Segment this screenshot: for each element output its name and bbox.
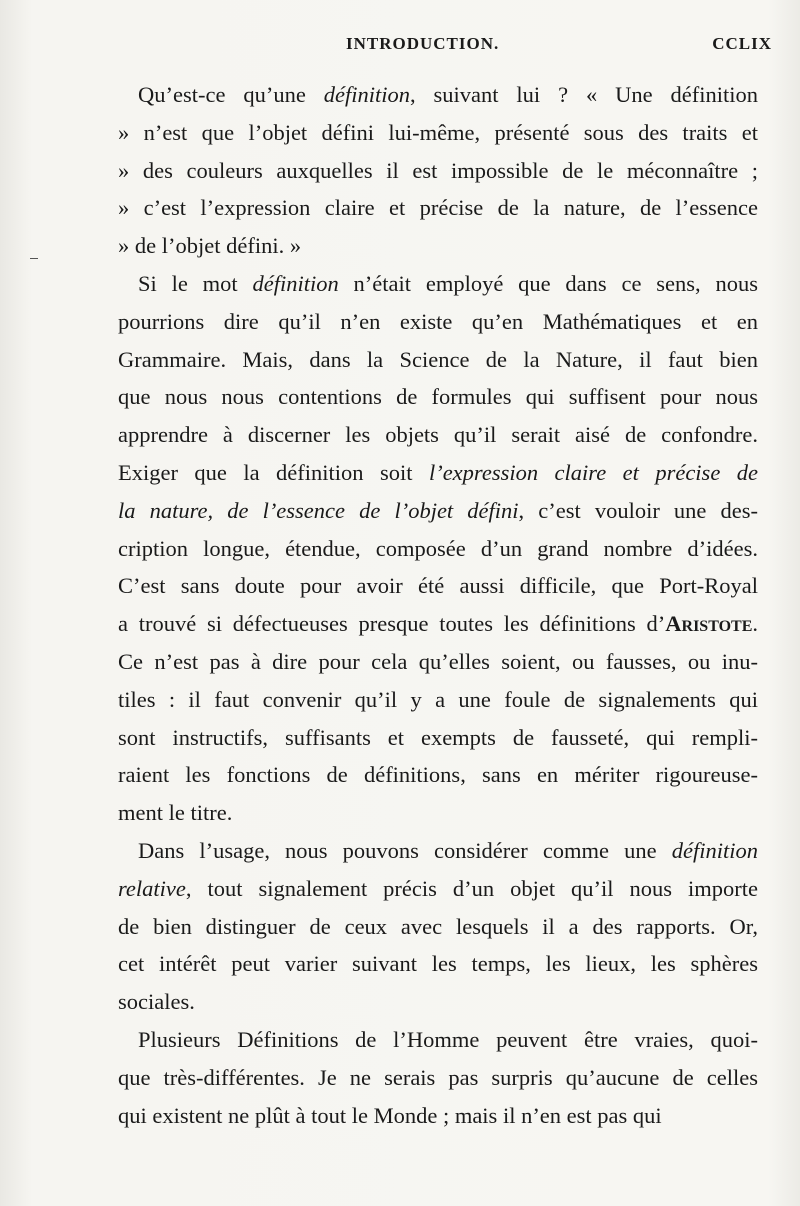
text-line: [98, 189, 758, 227]
text-line: [98, 454, 758, 492]
text-line: [98, 303, 758, 341]
text-line: [98, 605, 758, 643]
italic-run: l’expression claire et précise de: [428, 459, 758, 485]
paragraph: [98, 265, 758, 832]
text-line: [98, 114, 758, 152]
text-line: [98, 416, 758, 454]
text-run: C’est sans doute pour avoir été aussi difficile, que Port-Royal: [118, 573, 758, 599]
text-run: qui existent ne plût à tout le Monde ; mais il n’en est pas qui: [118, 1102, 662, 1128]
text-run: .: [752, 611, 758, 637]
text-line: [98, 719, 758, 757]
text-line: [98, 681, 758, 719]
text-run: apprendre à discerner les objets qu’il serait aisé de confondre.: [118, 422, 758, 448]
text-run: ment le titre.: [118, 800, 233, 826]
text-run: pourrions dire qu’il n’en existe qu’en Mathématiques et en: [118, 308, 758, 334]
text-run: cription longue, étendue, composée d’un grand nombre d’idées.: [118, 535, 758, 561]
text-line: [98, 530, 758, 568]
text-line: [98, 378, 758, 416]
text-run: » de l’objet défini. »: [118, 233, 302, 259]
text-run: , suivant lui ? « Une définition: [410, 82, 758, 107]
text-run: n’était employé que dans ce sens, nous: [338, 270, 758, 296]
text-run: » n’est que l’objet défini lui-même, présenté sous des traits et: [118, 119, 758, 145]
text-run: Plusieurs Définitions de l’Homme peuvent être vraies, quoi-: [138, 1026, 758, 1052]
paragraph: [98, 1021, 758, 1134]
text-run: Si le mot: [138, 270, 253, 296]
text-run: , tout signalement précis d’un objet qu’il nous importe: [185, 875, 758, 901]
text-run: Qu’est-ce qu’une: [138, 82, 324, 107]
page-header: [0, 34, 800, 58]
text-line: [98, 227, 758, 265]
italic-run: définition: [671, 837, 758, 863]
text-run: a trouvé si défectueuses presque toutes les définitions d’: [118, 611, 666, 637]
paragraph: [98, 832, 758, 1021]
text-line: [98, 567, 758, 605]
text-run: que nous nous contentions de formules qui suffisent pour nous: [118, 384, 758, 410]
margin-mark: [30, 258, 38, 259]
text-run: Dans l’usage, nous pouvons considérer comme une: [138, 837, 672, 863]
text-run: cet intérêt peut varier suivant les temps, les lieux, les sphères: [118, 951, 758, 977]
text-run: sociales.: [118, 989, 195, 1015]
text-line: [98, 832, 758, 870]
small-caps-name: Aristote: [665, 611, 753, 637]
text-run: , c’est vouloir une des-: [518, 497, 758, 523]
text-run: sont instructifs, suffisants et exempts de fausseté, qui rempli-: [118, 724, 758, 750]
text-line: [98, 756, 758, 794]
text-run: raient les fonctions de définitions, sans en mériter rigoureuse-: [118, 762, 758, 788]
italic-run: relative: [118, 875, 186, 901]
text-line: [98, 341, 758, 379]
page-number: CCLIX: [712, 34, 772, 53]
text-line: [98, 908, 758, 946]
text-line: [98, 265, 758, 303]
italic-run: définition: [252, 270, 339, 296]
text-line: [98, 152, 758, 190]
text-run: Exiger que la définition soit: [118, 459, 429, 485]
text-line: [98, 643, 758, 681]
text-run: Grammaire. Mais, dans la Science de la Nature, il faut bien: [118, 346, 758, 372]
paragraph: [98, 76, 758, 265]
text-run: » c’est l’expression claire et précise de la nature, de l’essence: [118, 195, 758, 221]
text-line: [98, 1059, 758, 1097]
text-run: de bien distinguer de ceux avec lesquels il a des rapports. Or,: [118, 913, 758, 939]
body-text: [98, 76, 758, 1134]
text-line: [98, 870, 758, 908]
text-line: [98, 983, 758, 1021]
text-run: » des couleurs auxquelles il est impossible de le méconnaître ;: [118, 157, 758, 183]
text-run: tiles : il faut convenir qu’il y a une foule de signalements qui: [118, 686, 758, 712]
text-line: [98, 1021, 758, 1059]
text-line: [98, 492, 758, 530]
italic-run: définition: [323, 82, 410, 107]
text-line: [98, 76, 758, 114]
text-run: que très-différentes. Je ne serais pas surpris qu’aucune de celles: [118, 1064, 758, 1090]
text-line: [98, 1097, 758, 1135]
text-run: Ce n’est pas à dire pour cela qu’elles soient, ou fausses, ou inu-: [118, 648, 758, 674]
italic-run: la nature, de l’essence de l’objet défini: [118, 497, 519, 523]
text-line: [98, 945, 758, 983]
text-line: [98, 794, 758, 832]
running-title: INTRODUCTION.: [346, 34, 500, 53]
